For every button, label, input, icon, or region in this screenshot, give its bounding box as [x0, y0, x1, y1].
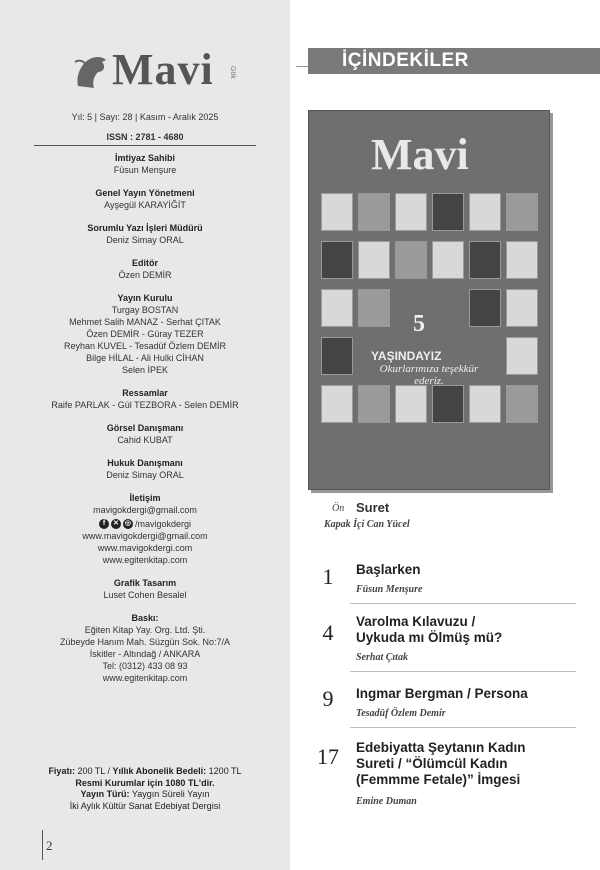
cover-thumb: [469, 289, 501, 327]
contact-block: [0, 492, 290, 566]
cover-thumb: [395, 241, 427, 279]
price-line: Fiyatı: 200 TL / Yıllık Abonelik Bedeli: 1200 TL: [48, 766, 242, 776]
credit-heading: Ressamlar: [122, 388, 168, 398]
cover-thumb: [358, 193, 390, 231]
credit-block: [0, 222, 290, 246]
page-number: 2: [46, 838, 53, 853]
credit-line: Selen İPEK: [121, 365, 169, 375]
contact-heading: İletişim: [129, 493, 161, 503]
credit-block: [0, 387, 290, 411]
cover-thumb: [469, 193, 501, 231]
toc-page-number: 1: [322, 564, 334, 589]
credit-block: [0, 292, 290, 376]
toc-kapak: Kapak İçi Can Yücel: [324, 519, 410, 530]
horse-icon: [72, 52, 112, 92]
cover-image: [308, 110, 550, 490]
toc-divider: [350, 671, 576, 672]
design-heading: Grafik Tasarım: [113, 578, 177, 588]
credit-heading: Görsel Danışmanı: [106, 423, 184, 433]
print-line: Tel: (0312) 433 08 93: [102, 661, 188, 671]
magazine-logo: [72, 44, 242, 100]
issn: ISSN : 2781 - 4680: [106, 132, 184, 142]
cover-thumb: [469, 385, 501, 423]
credit-line: Deniz Simay ORAL: [106, 235, 184, 245]
thanks-text: Okurlarımıza teşekkür ederiz.: [379, 363, 479, 387]
institution-price: Resmi Kurumlar için 1080 TL'dir.: [75, 777, 215, 788]
toc-title: İÇİNDEKİLER: [342, 50, 469, 71]
contact-line[interactable]: www.egitenkitap.com: [102, 555, 188, 565]
print-line: İskitler - Altındağ / ANKARA: [89, 649, 201, 659]
credit-line: Mehmet Salih MANAZ - Serhat ÇITAK: [69, 317, 221, 327]
cover-thumb: [321, 241, 353, 279]
divider: [34, 145, 256, 146]
credit-line: Reyhan KUVEL - Tesadüf Özlem DEMİR: [63, 341, 227, 351]
toc-entry-title[interactable]: Ingmar Bergman / Persona: [356, 686, 528, 701]
credit-heading: Yayın Kurulu: [117, 293, 173, 303]
credit-line: Cahid KUBAT: [117, 435, 173, 445]
cover-thumb: [506, 337, 538, 375]
credit-block: [0, 257, 290, 281]
credit-block: [0, 187, 290, 211]
cover-thumb: [395, 193, 427, 231]
design-block: [0, 577, 290, 601]
credit-block: [0, 457, 290, 481]
toc-divider: [350, 603, 576, 604]
issue-line: Yıl: 5 | Sayı: 28 | Kasım - Aralık 2025: [71, 112, 219, 122]
facebook-icon[interactable]: f: [99, 519, 109, 529]
masthead-panel: [0, 0, 290, 870]
logo-word: Mavi: [112, 45, 214, 94]
credit-line: Deniz Simay ORAL: [106, 470, 184, 480]
cover-thumb: [432, 385, 464, 423]
credit-heading: Editör: [132, 258, 158, 268]
cover-thumb: [358, 241, 390, 279]
instagram-icon[interactable]: ◎: [124, 520, 132, 527]
cover-thumb: [358, 385, 390, 423]
toc-on-label: Ön: [332, 503, 345, 514]
print-line: Eğiten Kitap Yay. Org. Ltd. Şti.: [84, 625, 206, 635]
toc-entry-author: Serhat Çıtak: [356, 652, 408, 663]
credits-list: [0, 152, 290, 695]
cover-thumb: [506, 289, 538, 327]
toc-panel: [290, 0, 600, 870]
print-line[interactable]: www.egitenkitap.com: [102, 673, 188, 683]
toc-page-number: 17: [317, 744, 339, 769]
credit-line: Özen DEMİR - Güray TEZER: [86, 329, 204, 339]
toc-entry-title[interactable]: Başlarken: [356, 562, 421, 577]
cover-thumb: [506, 385, 538, 423]
cover-thumb: [506, 193, 538, 231]
logo-sub: Gök: [229, 66, 236, 79]
price-footer: [0, 766, 290, 812]
cover-logo: Mavi: [371, 130, 469, 179]
cover-thumb: [358, 289, 390, 327]
credit-line: Raife PARLAK - Gül TEZBORA - Selen DEMİR: [51, 400, 239, 410]
toc-page-number: 9: [322, 686, 334, 711]
print-heading: Baskı:: [131, 613, 159, 623]
credit-heading: İmtiyaz Sahibi: [114, 153, 176, 163]
social-handle[interactable]: /mavigokdergi: [134, 519, 192, 529]
credit-line: Ayşegül KARAYİĞİT: [104, 200, 186, 210]
credit-block: [0, 422, 290, 446]
toc-entry-author: Füsun Menşure: [356, 584, 423, 595]
cover-thumb: [506, 241, 538, 279]
cover-thumb: [321, 337, 353, 375]
cover-thumb: [321, 193, 353, 231]
toc-divider: [350, 727, 576, 728]
credit-line: Turgay BOSTAN: [111, 305, 179, 315]
cover-thumb: [432, 241, 464, 279]
publication-type: Yayın Türü: Yaygın Süreli Yayın: [80, 789, 210, 799]
cover-thumb: [321, 289, 353, 327]
cover-thumb: [469, 241, 501, 279]
toc-entry-title[interactable]: Edebiyatta Şeytanın Kadın Sureti / “Ölümcül Kadın (Femmme Fetale)” İmgesi: [356, 740, 526, 787]
toc-entry-title[interactable]: Varolma Kılavuzu / Uykuda mı Ölmüş mü?: [356, 614, 503, 645]
contact-line[interactable]: www.mavigokdergi.com: [97, 543, 193, 553]
print-block: [0, 612, 290, 684]
cover-thumb: [321, 385, 353, 423]
toc-entry-author: Tesadüf Özlem Demir: [356, 708, 446, 719]
contact-email[interactable]: mavigokdergi@gmail.com: [93, 505, 197, 515]
toc-page-number: 4: [322, 620, 334, 645]
credit-line: Özen DEMİR: [118, 270, 172, 280]
credit-line: Füsun Menşure: [113, 165, 177, 175]
contact-line[interactable]: www.mavigokdergi@gmail.com: [82, 531, 208, 541]
credit-line: Bilge HİLAL - Ali Hulki CİHAN: [86, 353, 204, 363]
credit-heading: Hukuk Danışmanı: [107, 458, 183, 468]
print-line: Zübeyde Hanım Mah. Süzgün Sok. No:7/A: [59, 637, 231, 647]
anniversary-text: YAŞINDAYIZ: [371, 349, 442, 363]
toc-entry-author: Emine Duman: [356, 796, 417, 807]
cover-thumb: [395, 385, 427, 423]
credit-heading: Genel Yayın Yönetmeni: [95, 188, 195, 198]
x-icon[interactable]: ✕: [111, 519, 121, 529]
toc-suret[interactable]: Suret: [356, 500, 390, 515]
credit-block: [0, 152, 290, 176]
page-number-bar: [42, 830, 43, 860]
cover-thumb: [432, 193, 464, 231]
design-line: Luset Cohen Besalel: [103, 590, 187, 600]
credit-heading: Sorumlu Yazı İşleri Müdürü: [87, 223, 203, 233]
social-row: [0, 516, 290, 530]
anniversary-badge: 5: [413, 311, 425, 337]
periodicity: İki Aylık Kültür Sanat Edebiyat Dergisi: [69, 800, 221, 811]
